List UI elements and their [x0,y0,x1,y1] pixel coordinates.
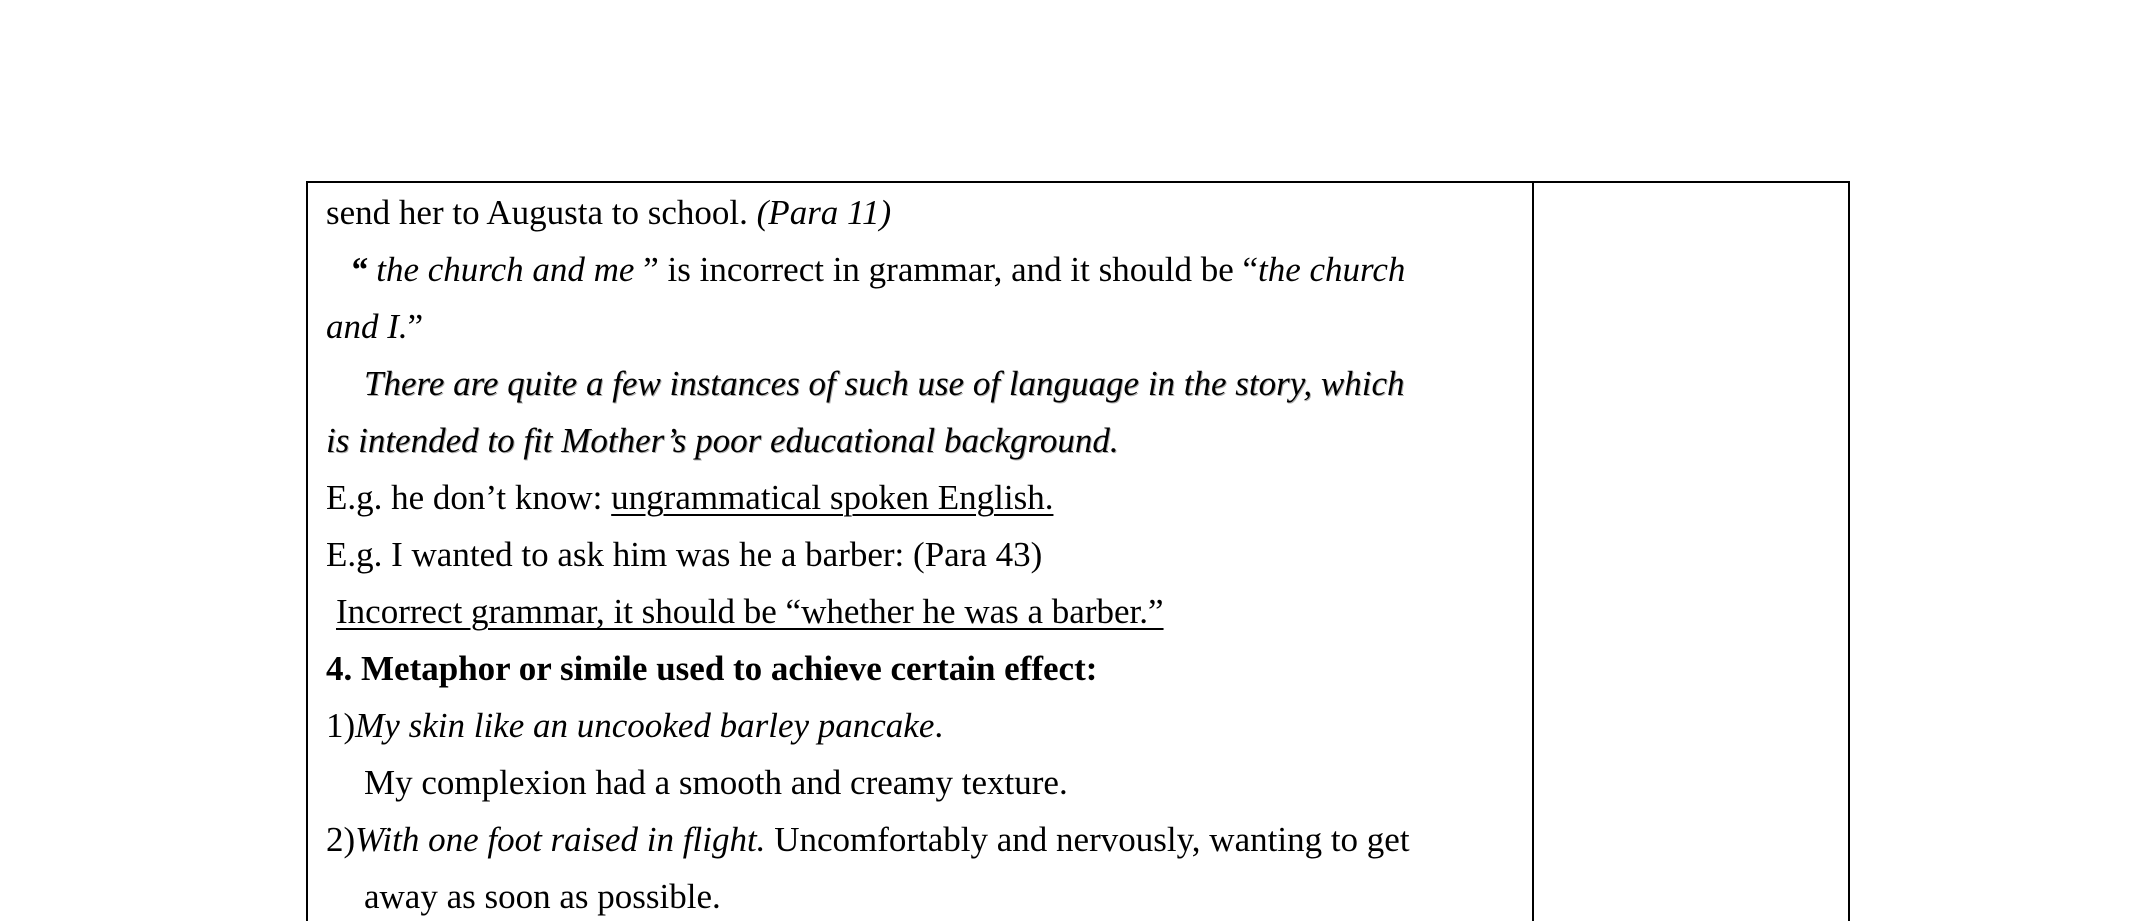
italic-note: There are quite a few instances of such use of language in the story, which [364,364,1405,403]
close-quote: ” [407,307,424,346]
underlined-explanation: ungrammatical spoken English. [611,478,1054,517]
text-run: send her to Augusta to school. [326,193,757,232]
text-line-6 [326,478,1053,518]
document-table [306,181,1850,921]
explanation-text: My complexion had a smooth and creamy texture. [364,763,1068,802]
text-line-13 [364,877,721,917]
quoted-phrase: My skin like an uncooked barley pancake [355,706,935,745]
list-number: 1) [326,706,356,745]
text-line-2 [350,250,1521,290]
text-line-3 [326,307,423,347]
text-line-7 [326,535,1042,575]
text-line-5 [326,421,1119,461]
text-line-1 [326,193,891,233]
example-text: E.g. he don’t know: [326,478,612,517]
column-divider [1532,183,1534,921]
text-line-4 [364,364,1404,404]
list-number: 2) [326,820,356,859]
text-run: . [934,706,944,745]
underlined-explanation: Incorrect grammar, it should be “whether he was a barber.” [336,592,1164,631]
open-quote: “ [350,250,368,289]
quoted-phrase: With one foot raised in flight. [355,820,766,859]
quoted-phrase: the church [1258,250,1406,289]
text-line-12 [326,820,1410,860]
text-line-8 [336,592,1164,632]
quoted-phrase: and I. [326,307,408,346]
section-heading [326,649,1097,689]
heading-text: 4. Metaphor or simile used to achieve certain effect: [326,649,1098,688]
text-run: ” is incorrect in grammar, and it should be “ [643,250,1259,289]
quoted-phrase: the church and me [367,250,644,289]
explanation-text: away as soon as possible. [364,877,721,916]
para-reference: (Para 11) [756,193,892,232]
text-line-11 [364,763,1068,803]
italic-note: is intended to fit Mother’s poor educational background. [326,421,1119,460]
explanation-text: Uncomfortably and nervously, wanting to get [765,820,1410,859]
example-text: E.g. I wanted to ask him was he a barber: (Para 43) [326,535,1043,574]
text-line-10 [326,706,943,746]
